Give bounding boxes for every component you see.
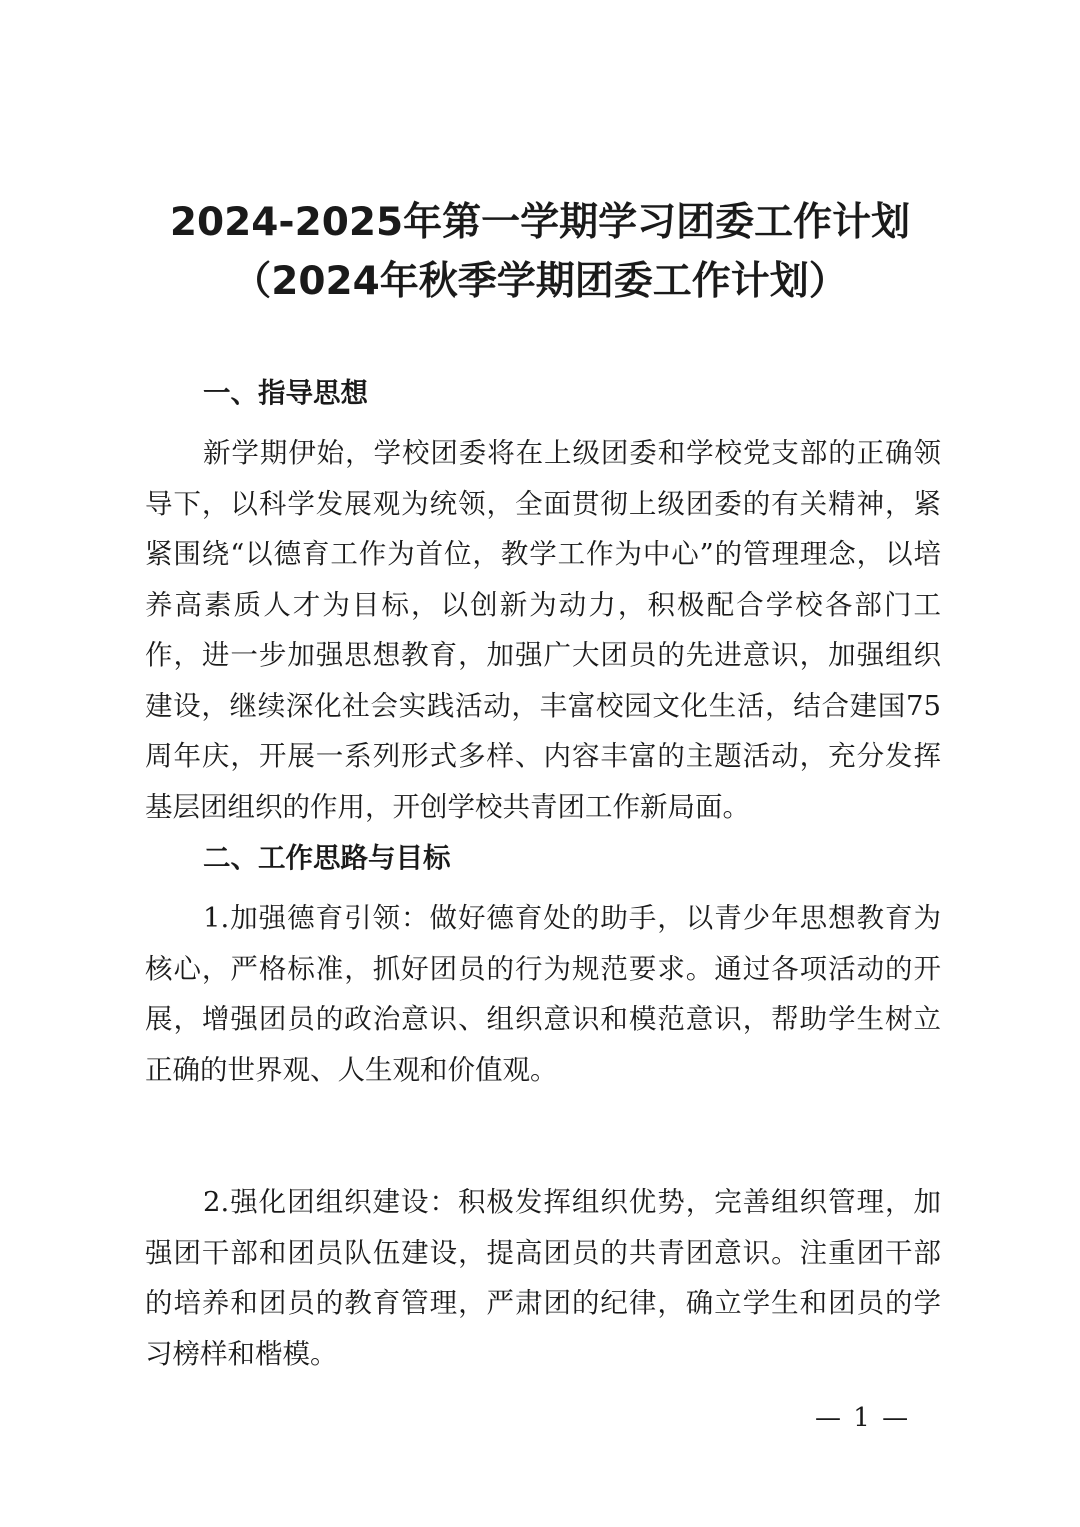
section-heading-guiding-ideology: 一、指导思想 [203,377,368,409]
document-title: 2024-2025年第一学期学习团委工作计划 [169,200,911,245]
section-heading-work-ideas-goals: 二、工作思路与目标 [203,842,451,874]
document-subtitle: （2024年秋季学期团委工作计划） [232,259,848,304]
paragraph: 2.强化团组织建设：积极发挥组织优势，完善组织管理，加强团干部和团员队伍建设，提高团员的共青团意识。注重团干部的培养和团员的教育管理，严肃团的纪律，确立学生和团员的学习榜样和楷模。 [145,1186,941,1370]
page-number: — 1 — [815,1403,911,1433]
section-body-item-1 [145,893,941,1095]
section-body-guiding-ideology [145,428,941,832]
paragraph: 1.加强德育引领：做好德育处的助手，以青少年思想教育为核心，严格标准，抓好团员的行为规范要求。通过各项活动的开展，增强团员的政治意识、组织意识和模范意识，帮助学生树立正确的世界观、人生观和价值观。 [145,902,941,1086]
paragraph: 新学期伊始，学校团委将在上级团委和学校党支部的正确领导下，以科学发展观为统领，全面贯彻上级团委的有关精神，紧紧围绕“以德育工作为首位，教学工作为中心”的管理理念，以培养高素质人才为目标，以创新为动力，积极配合学校各部门工作，进一步加强思想教育，加强广大团员的先进意识，加强组织建设，继续深化社会实践活动，丰富校园文化生活，结合建国75周年庆，开展一系列形式多样、内容丰富的主题活动，充分发挥基层团组织的作用，开创学校共青团工作新局面。 [145,437,941,823]
section-body-item-2 [145,1177,941,1379]
